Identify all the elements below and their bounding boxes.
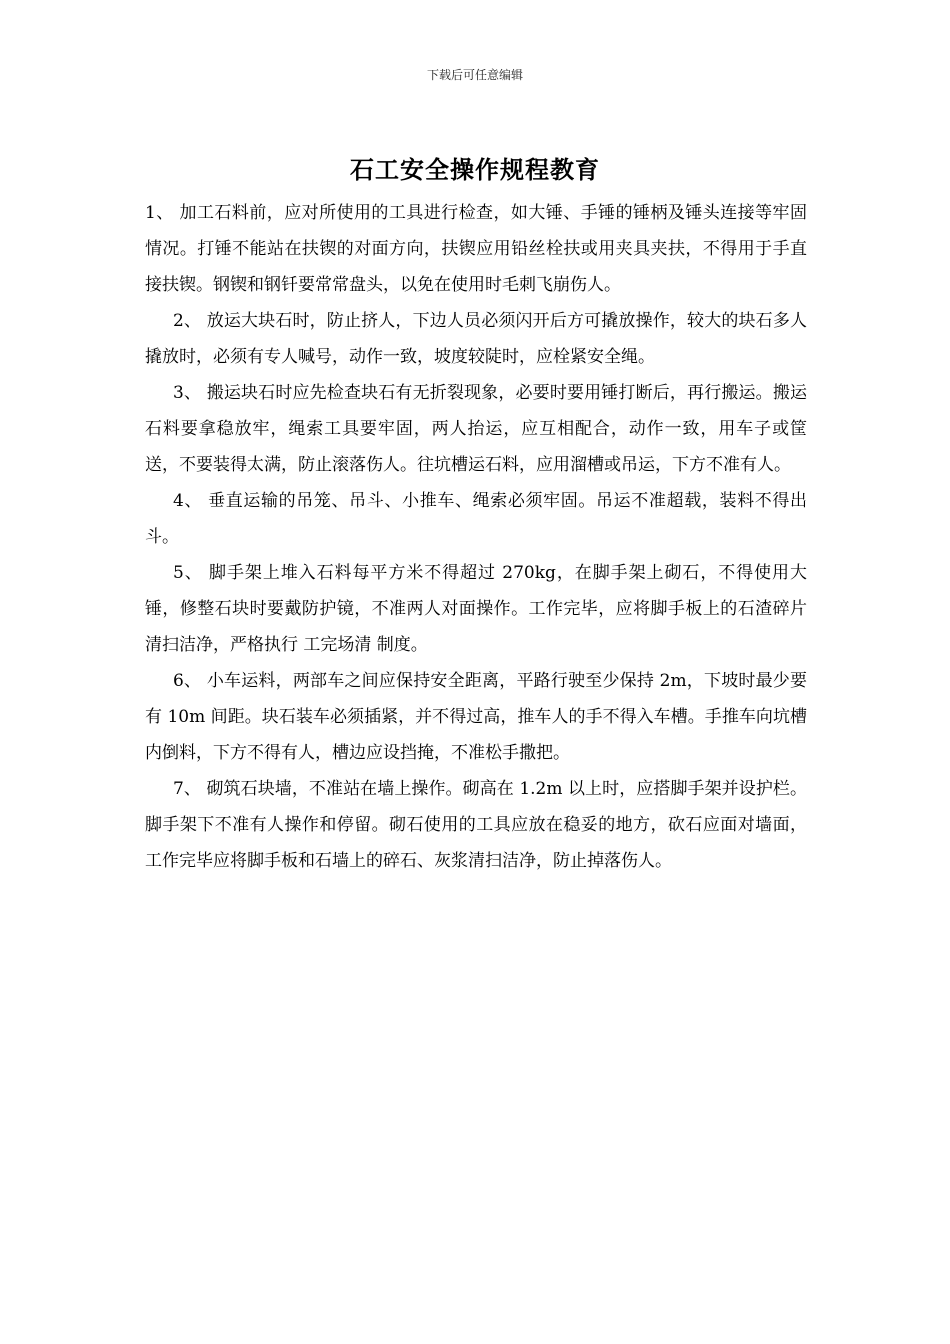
paragraph-7: 7、 砌筑石块墙，不准站在墙上操作。砌高在 1.2m 以上时，应搭脚手架并设护栏。脚手架下不准有人操作和停留。砌石使用的工具应放在稳妥的地方，砍石应面对墙面，工作完毕应将脚手板和石墙上的碎石、灰浆清扫洁净，防止掉落伤人。 <box>145 779 807 871</box>
paragraph-1: 1、 加工石料前，应对所使用的工具进行检查，如大锤、手锤的锤柄及锤头连接等牢固情况。打锤不能站在扶锲的对面方向，扶锲应用铅丝栓扶或用夹具夹扶，不得用于手直接扶锲。钢锲和钢钎要常常盘头，以免在使用时毛刺飞崩伤人。 <box>145 203 807 295</box>
paragraph-2: 2、 放运大块石时，防止挤人，下边人员必须闪开后方可撬放操作，较大的块石多人撬放时，必须有专人喊号，动作一致，坡度较陡时，应栓紧安全绳。 <box>145 311 807 367</box>
paragraph-3: 3、 搬运块石时应先检查块石有无折裂现象，必要时要用锤打断后，再行搬运。搬运石料要拿稳放牢，绳索工具要牢固，两人抬运，应互相配合，动作一致，用车子或筐送，不要装得太满，防止滚落伤人。往坑槽运石料，应用溜槽或吊运，下方不准有人。 <box>145 383 807 475</box>
paragraph-5: 5、 脚手架上堆入石料每平方米不得超过 270kg，在脚手架上砌石，不得使用大锤，修整石块时要戴防护镜，不准两人对面操作。工作完毕，应将脚手板上的石渣碎片清扫洁净，严格执行 工完场清 制度。 <box>145 563 807 655</box>
document-body <box>145 195 807 879</box>
paragraph-6: 6、 小车运料，两部车之间应保持安全距离，平路行驶至少保持 2m，下坡时最少要有 10m 间距。块石装车必须插紧，并不得过高，推车人的手不得入车槽。手推车向坑槽内倒料，下方不得有人，槽边应设挡掩，不准松手撒把。 <box>145 671 807 763</box>
document-title: 石工安全操作规程教育 <box>350 155 600 184</box>
header-note: 下载后可任意编辑 <box>426 68 523 82</box>
paragraph-4: 4、 垂直运输的吊笼、吊斗、小推车、绳索必须牢固。吊运不准超载，装料不得出斗。 <box>145 491 807 547</box>
